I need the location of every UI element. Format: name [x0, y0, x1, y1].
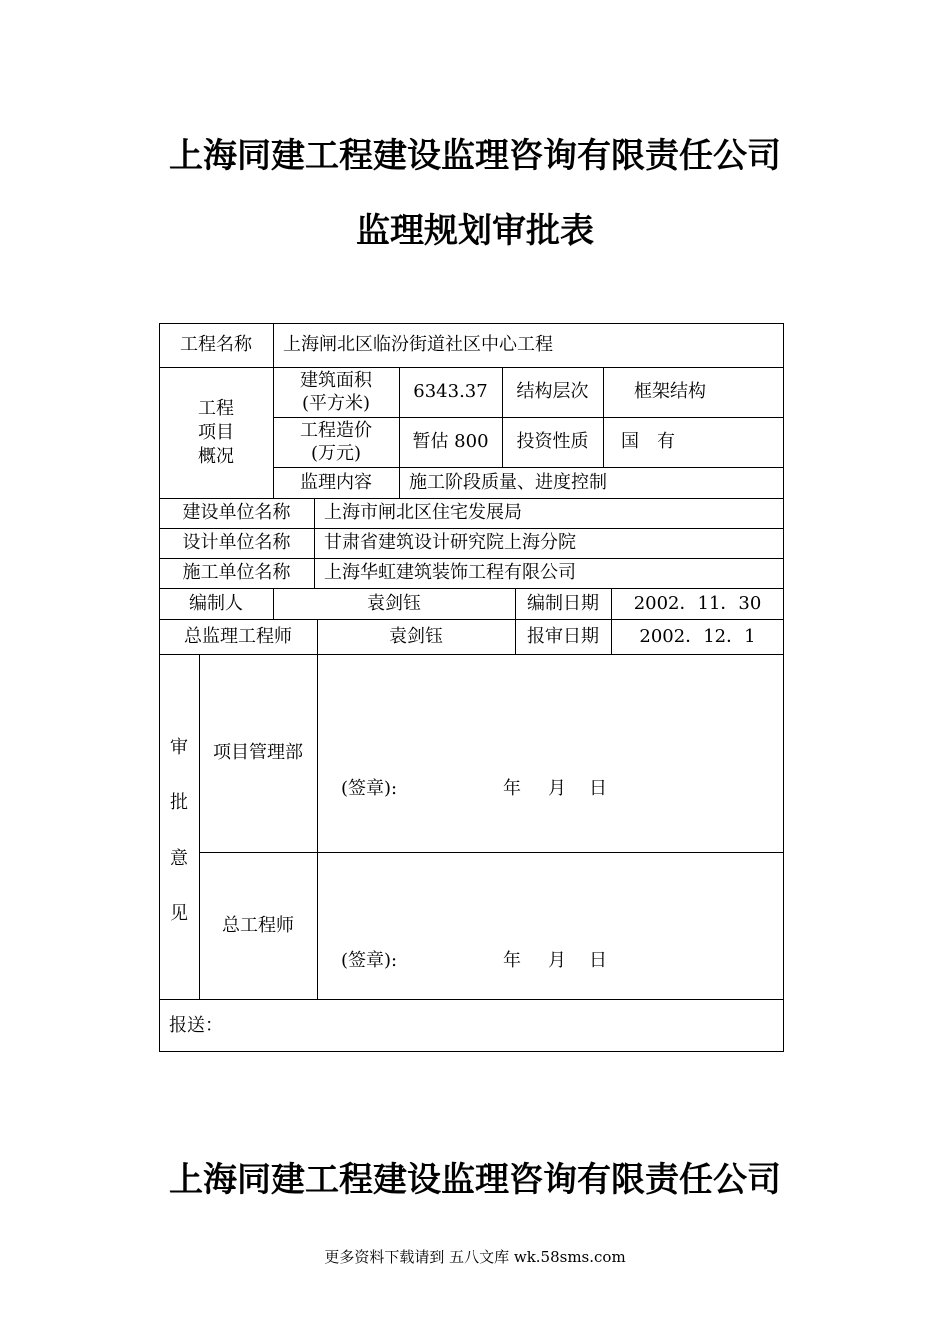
send-label: 报送：: [169, 1014, 223, 1036]
chief-value: 袁剑钰: [389, 625, 443, 647]
cost-label: [273, 417, 399, 467]
pm-year-label: 年: [503, 778, 521, 799]
compiler-label: 编制人: [189, 592, 243, 614]
pm-day-label: 日: [589, 778, 607, 799]
content-label: 监理内容: [300, 471, 372, 493]
footer-note: 更多资料下载请到 五八文库 wk.58sms.com: [324, 1248, 626, 1266]
area-value: 6343.37: [413, 381, 488, 402]
project-name-value: 上海闸北区临汾街道社区中心工程: [283, 334, 553, 355]
contractor-value: 上海华虹建筑装饰工程有限公司: [324, 562, 576, 583]
owner-value: 上海市闸北区住宅发展局: [324, 502, 522, 523]
investment-label: 投资性质: [516, 431, 589, 452]
compile-date-label: 编制日期: [527, 592, 599, 614]
table-rule: [159, 654, 784, 655]
approval-label-char: 审: [170, 737, 188, 758]
pm-sign-label: (签章):: [341, 778, 398, 799]
ce-day-label: 日: [589, 950, 607, 971]
submit-date-value: 2002．12．1: [639, 625, 756, 647]
cost-label-line: (万元): [310, 443, 362, 464]
pm-month-label: 月: [548, 778, 566, 799]
ce-sign-label: (签章):: [341, 950, 398, 971]
area-label-line: (平方米): [301, 393, 371, 414]
compile-date-value: 2002．11．30: [633, 592, 762, 614]
overview-label-line: 项目: [198, 421, 234, 443]
owner-label: 建设单位名称: [182, 502, 291, 523]
cost-label-line: 工程造价: [300, 420, 372, 441]
designer-label: 设计单位名称: [182, 532, 291, 553]
contractor-label: 施工单位名称: [182, 562, 291, 583]
table-rule: [317, 619, 318, 999]
chief-engineer-label: 总工程师: [222, 915, 294, 936]
footer-company-title: 上海同建工程建设监理咨询有限责任公司: [169, 1160, 781, 1200]
chief-label: 总监理工程师: [184, 625, 292, 647]
ce-month-label: 月: [548, 950, 566, 971]
overview-label-line: 工程: [198, 397, 234, 419]
structure-value: 框架结构: [634, 381, 706, 402]
cost-value: 暂估 800: [412, 431, 489, 452]
designer-value: 甘肃省建筑设计研究院上海分院: [324, 532, 576, 553]
pm-dept-label: 项目管理部: [213, 742, 303, 763]
content-value: 施工阶段质量、进度控制: [409, 471, 607, 493]
table-rule: [314, 498, 315, 588]
project-name-label: 工程名称: [180, 334, 252, 355]
approval-label-char: 见: [170, 902, 188, 924]
overview-label: [159, 367, 273, 498]
table-rule: [199, 654, 200, 999]
investment-value: 国 有: [621, 431, 675, 452]
submit-date-label: 报审日期: [527, 625, 599, 647]
area-label-line: 建筑面积: [300, 370, 372, 391]
area-label: [273, 367, 399, 417]
compiler-value: 袁剑钰: [367, 592, 421, 614]
table-rule: [399, 467, 400, 498]
overview-label-line: 概况: [198, 445, 234, 467]
company-title: 上海同建工程建设监理咨询有限责任公司: [169, 136, 781, 176]
table-rule: [199, 852, 784, 853]
approval-label-char: 批: [170, 792, 188, 814]
form-title: 监理规划审批表: [356, 211, 594, 251]
structure-label: 结构层次: [516, 381, 589, 402]
approval-label: [159, 736, 199, 926]
approval-label-char: 意: [170, 847, 188, 869]
ce-year-label: 年: [503, 950, 521, 971]
